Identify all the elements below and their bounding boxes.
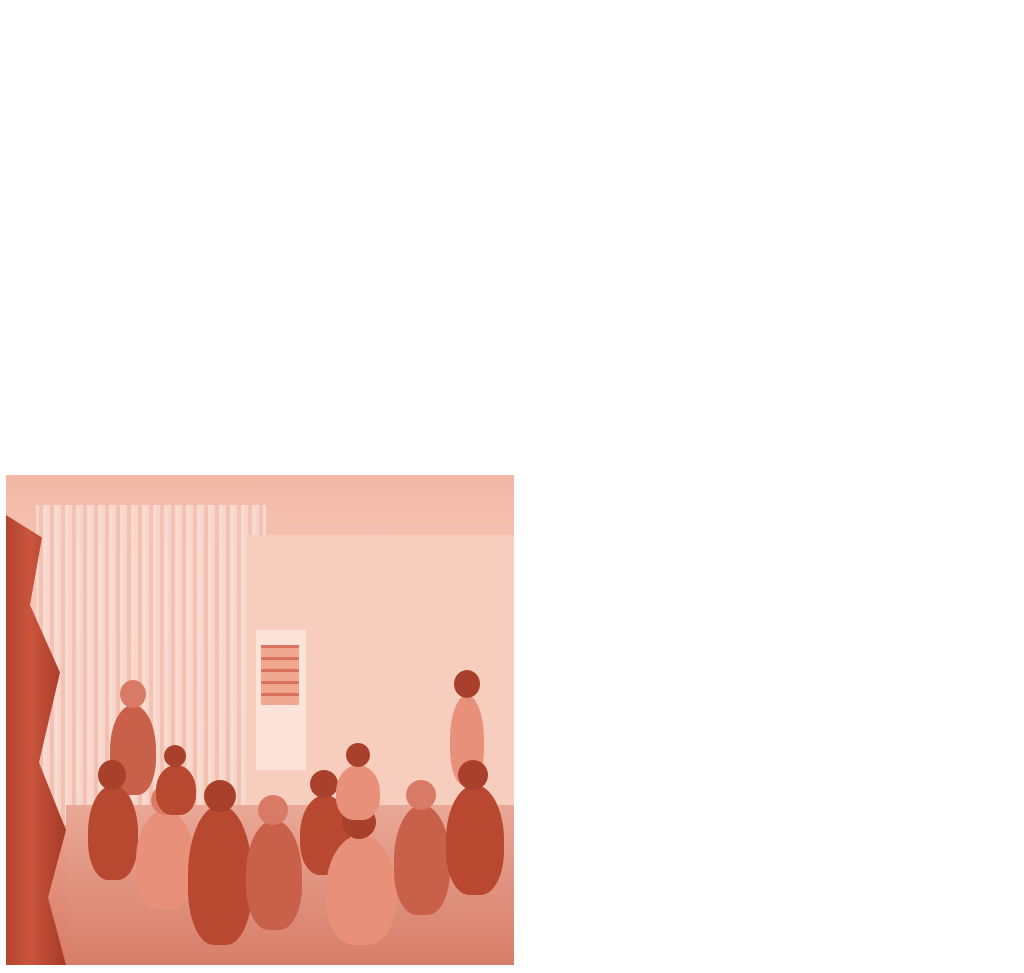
child-figure [326, 835, 396, 945]
child-head [458, 760, 488, 790]
child-head [164, 745, 186, 767]
child-head [98, 760, 126, 790]
adult-head [454, 670, 480, 698]
child-figure [136, 810, 194, 910]
child-figure [394, 805, 450, 915]
exhibition-photo [6, 475, 514, 965]
child-head [346, 743, 370, 767]
child-figure [88, 785, 138, 880]
bookshelf [261, 645, 299, 705]
child-head [204, 780, 236, 812]
child-figure [188, 805, 252, 945]
child-head [406, 780, 436, 810]
child-figure [446, 785, 504, 895]
child-head [310, 770, 338, 798]
adult-head [120, 680, 146, 708]
child-figure [246, 820, 302, 930]
child-figure [336, 765, 380, 820]
child-head [258, 795, 288, 825]
child-figure [156, 765, 196, 815]
